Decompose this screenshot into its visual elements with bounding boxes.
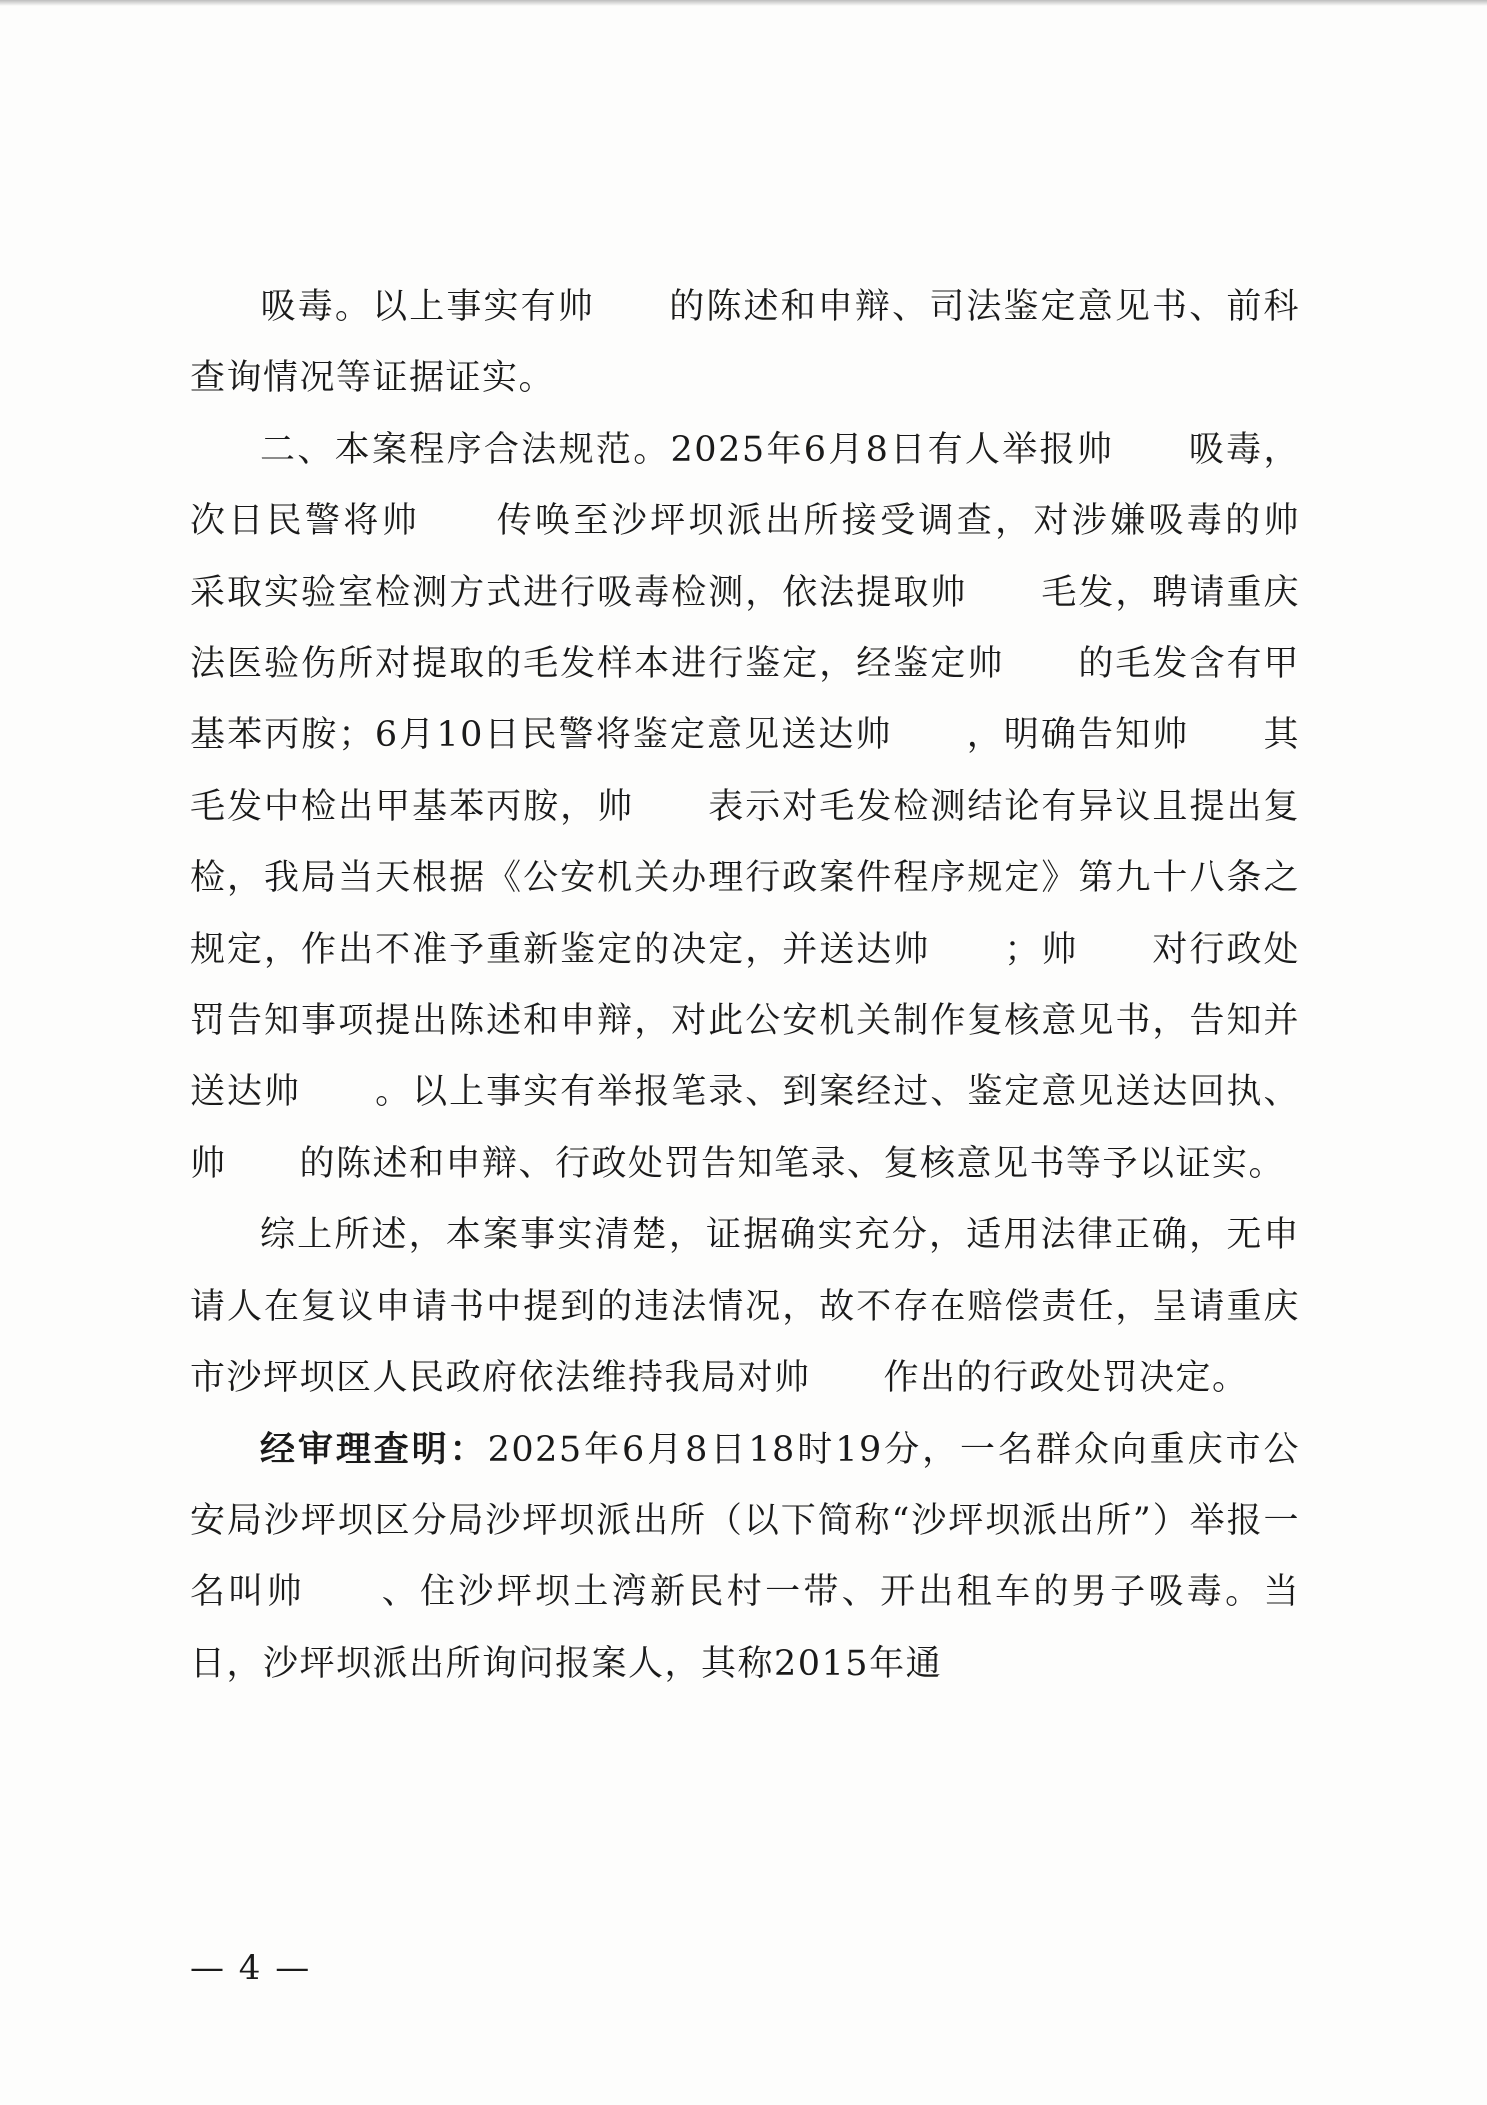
paragraph-procedure (190, 415, 1374, 1200)
paragraph-findings (190, 1415, 1300, 1701)
paragraph-text: 2025年6月8日18时19分，一名群众向重庆市公安局沙坪坝区分局沙坪坝派出所（以下简称“沙坪坝派出所”）举报一名叫帅 、住沙坪坝土湾新民村一带、开出租车的男子吸毒。当日，沙坪坝派出所询问报案人，其称2015年通 (190, 1429, 1300, 1684)
paragraph-continuation (190, 272, 1300, 415)
paragraph-text: 二、本案程序合法规范。2025年6月8日有人举报帅 吸毒，次日民警将帅 传唤至沙坪坝派出所接受调查，对涉嫌吸毒的帅 采取实验室检测方式进行吸毒检测，依法提取帅 毛发，聘请重庆法医验伤所对提取的毛发样本进行鉴定，经鉴定帅 的毛发含有甲基苯丙胺；6月10日民警将鉴定意见送达帅 ，明确告知帅 其毛发中检出甲基苯丙胺，帅 表示对毛发检测结论有异议且提出复检，我局当天根据《公安机关办理行政案件程序规定》第九十八条之规定，作出不准予重新鉴定的决定，并送达帅 ；帅 对行政处罚告知事项提出陈述和申辩，对此公安机关制作复核意见书，告知并送达帅 。以上事实有举报笔录、到案经过、鉴定意见送达回执、帅 的陈述和申辩、行政处罚告知笔录、复核意见书等予以证实。 (190, 429, 1374, 1184)
paragraph-text: 吸毒。以上事实有帅 的陈述和申辩、司法鉴定意见书、前科查询情况等证据证实。 (190, 287, 1300, 399)
findings-lead: 经审理查明： (260, 1429, 488, 1470)
paragraph-summary (190, 1200, 1300, 1414)
document-body (190, 272, 1374, 1700)
page-number: — 4 — (190, 1948, 312, 1988)
paragraph-text: 综上所述，本案事实清楚，证据确实充分，适用法律正确，无申请人在复议申请书中提到的违法情况，故不存在赔偿责任，呈请重庆市沙坪坝区人民政府依法维持我局对帅 作出的行政处罚决定。 (190, 1215, 1300, 1399)
scan-top-edge (0, 0, 1487, 6)
